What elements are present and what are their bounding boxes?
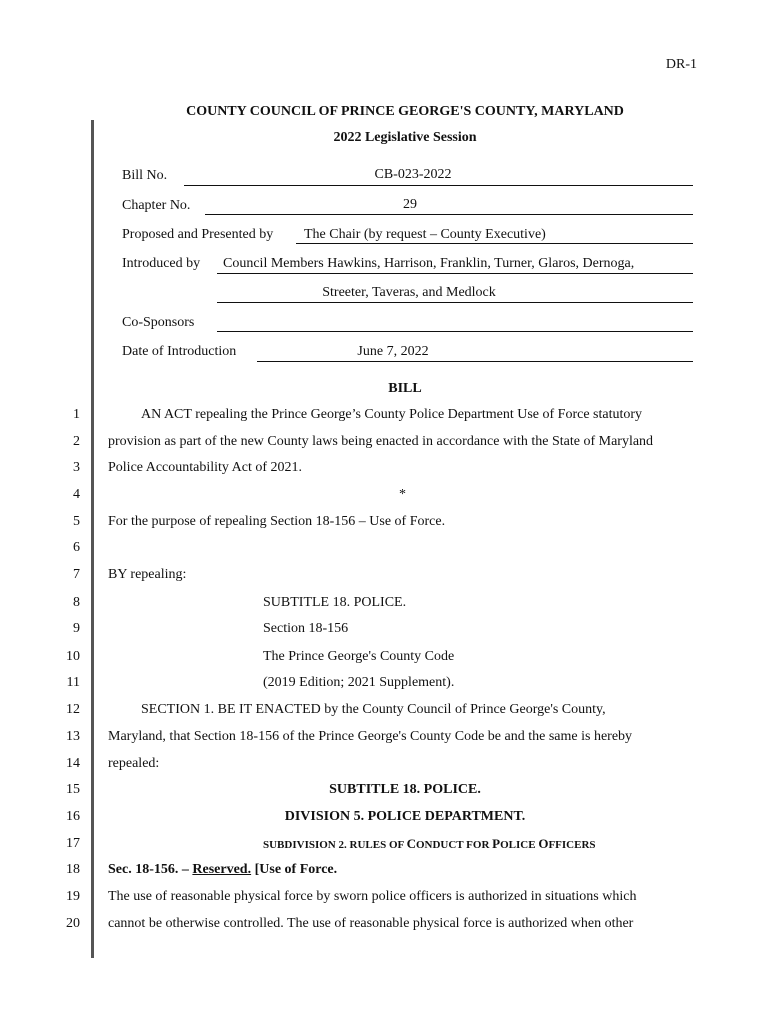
date-label: Date of Introduction — [122, 344, 237, 359]
proposed-line — [296, 243, 693, 244]
line-number: 5 — [73, 514, 80, 529]
line-number: 2 — [73, 434, 80, 449]
proposed-value: The Chair (by request – County Executive) — [304, 227, 546, 242]
introduced-label: Introduced by — [122, 256, 201, 271]
line-number: 16 — [66, 809, 80, 824]
body-line-19: The use of reasonable physical force by sworn police officers is authorized in situations which — [108, 889, 637, 904]
chapter-label: Chapter No. — [122, 198, 191, 213]
body-line-8: SUBTITLE 18. POLICE. — [263, 595, 407, 610]
document-id: DR-1 — [665, 57, 697, 72]
cosponsors-label: Co-Sponsors — [122, 315, 195, 330]
subdivision-heading: SUBDIVISION 2. RULES OF CONDUCT FOR POLICE OFFICERS — [263, 836, 596, 851]
body-line-1: AN ACT repealing the Prince George’s County Police Department Use of Force statutory — [141, 407, 643, 422]
subtitle-heading: SUBTITLE 18. POLICE. — [329, 782, 481, 797]
body-line-11: (2019 Edition; 2021 Supplement). — [263, 675, 455, 690]
line-number: 3 — [73, 460, 80, 475]
session-title: 2022 Legislative Session — [333, 130, 477, 145]
body-line-4: * — [399, 487, 406, 502]
section-heading: Sec. 18-156. – Reserved. [Use of Force. — [108, 862, 338, 877]
line-number: 10 — [66, 649, 80, 664]
line-number: 7 — [73, 567, 80, 582]
body-line-9: Section 18-156 — [263, 621, 349, 636]
introduced-line-1 — [217, 273, 693, 274]
line-number: 1 — [73, 407, 80, 422]
date-line — [257, 361, 693, 362]
bill-no-value: CB-023-2022 — [374, 167, 452, 182]
line-number: 6 — [73, 540, 80, 555]
line-number: 18 — [66, 862, 80, 877]
cosponsors-line — [217, 331, 693, 332]
line-number: 14 — [66, 756, 80, 771]
line-number: 17 — [66, 836, 80, 851]
proposed-label: Proposed and Presented by — [122, 227, 274, 242]
body-line-13: Maryland, that Section 18-156 of the Prince George's County Code be and the same is hereby — [108, 729, 633, 744]
line-number: 12 — [66, 702, 80, 717]
line-number: 9 — [73, 621, 80, 636]
introduced-value-2: Streeter, Taveras, and Medlock — [322, 285, 496, 300]
chapter-line — [205, 214, 693, 215]
line-number: 19 — [66, 889, 80, 904]
bill-no-label: Bill No. — [122, 168, 168, 183]
body-line-12: SECTION 1. BE IT ENACTED by the County Council of Prince George's County, — [141, 702, 606, 717]
date-value: June 7, 2022 — [357, 344, 429, 359]
line-number: 4 — [73, 487, 80, 502]
introduced-line-2 — [217, 302, 693, 303]
council-title: COUNTY COUNCIL OF PRINCE GEORGE'S COUNTY, MARYLAND — [186, 104, 624, 119]
margin-bar — [91, 120, 94, 958]
line-number: 13 — [66, 729, 80, 744]
body-line-14: repealed: — [108, 756, 160, 771]
bill-heading: BILL — [388, 381, 422, 396]
line-number: 15 — [66, 782, 80, 797]
introduced-value-1: Council Members Hawkins, Harrison, Franklin, Turner, Glaros, Dernoga, — [223, 256, 635, 271]
body-line-20: cannot be otherwise controlled. The use of reasonable physical force is authorized when other — [108, 916, 634, 931]
line-number: 11 — [66, 675, 80, 690]
division-heading: DIVISION 5. POLICE DEPARTMENT. — [284, 809, 526, 824]
body-line-2: provision as part of the new County laws being enacted in accordance with the State of Maryland — [108, 434, 654, 449]
line-number: 8 — [73, 595, 80, 610]
line-number: 20 — [66, 916, 80, 931]
bill-no-line — [184, 185, 693, 186]
body-line-7: BY repealing: — [108, 567, 187, 582]
body-line-5: For the purpose of repealing Section 18-156 – Use of Force. — [108, 514, 446, 529]
chapter-value: 29 — [403, 197, 417, 212]
body-line-3: Police Accountability Act of 2021. — [108, 460, 303, 475]
body-line-10: The Prince George's County Code — [263, 649, 455, 664]
